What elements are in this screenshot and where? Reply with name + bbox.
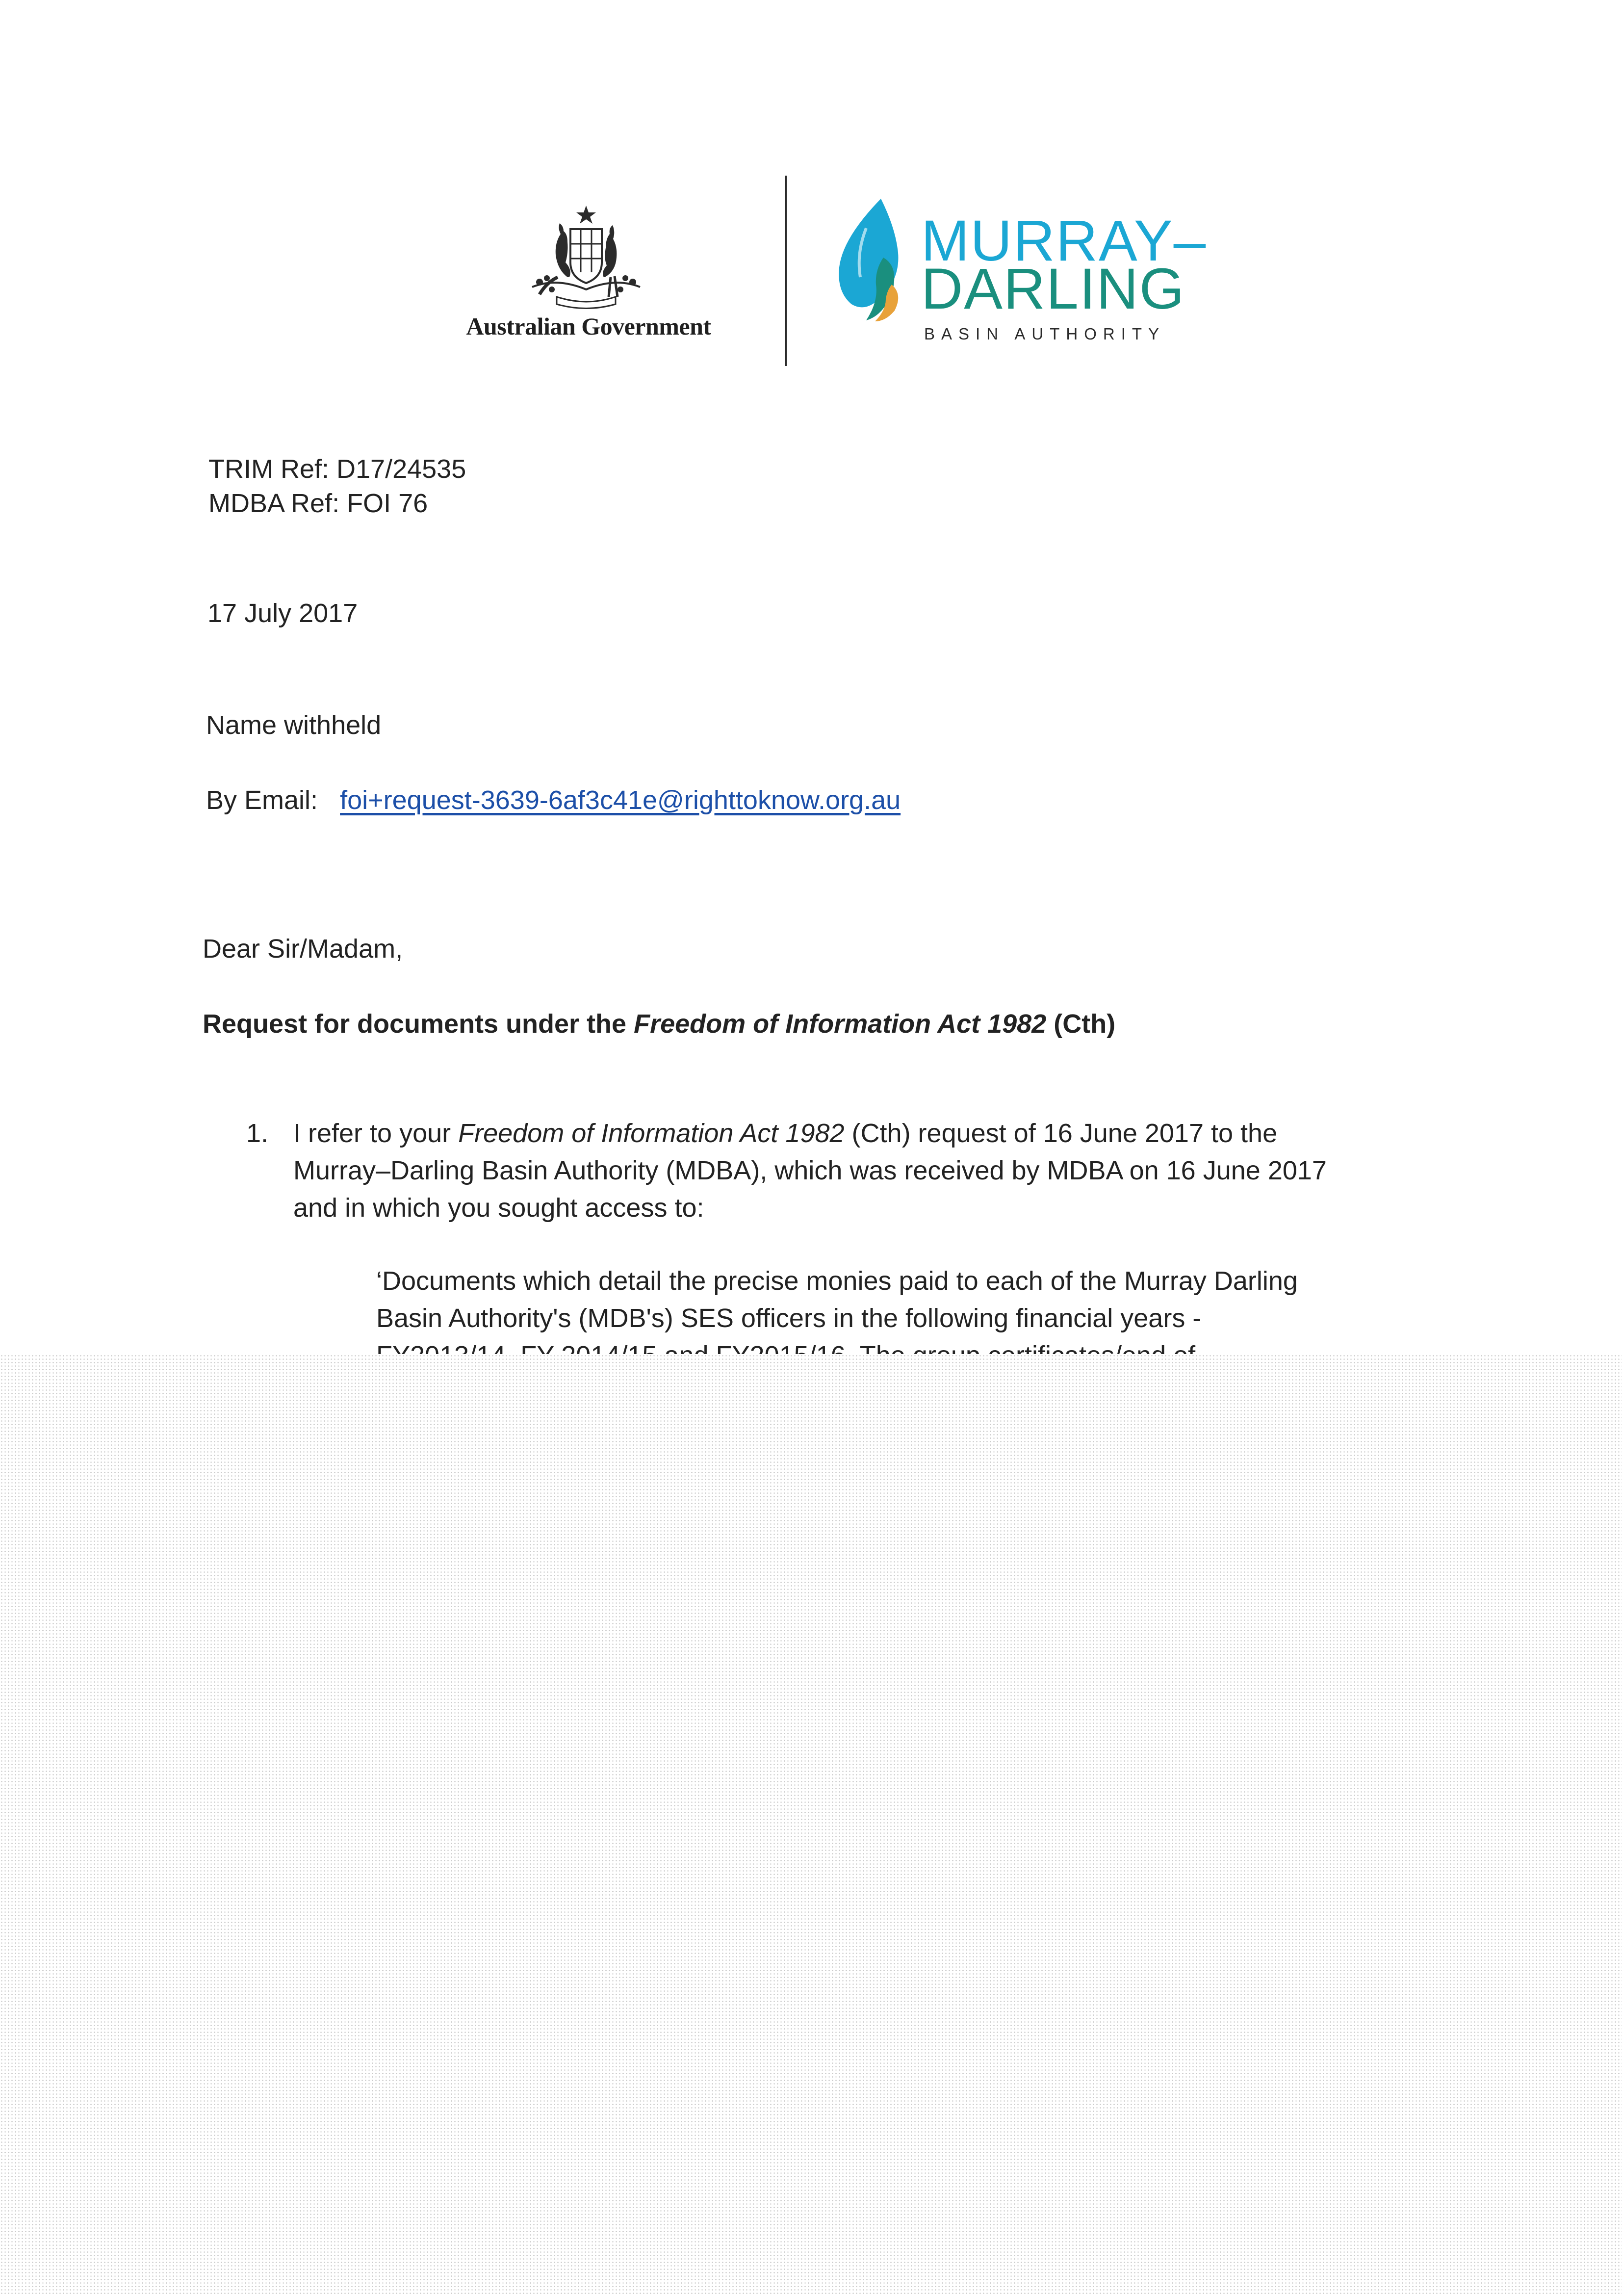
recipient-email-link[interactable]: foi+request-3639-6af3c41e@righttoknow.org.au (340, 785, 901, 815)
paragraph-1-act: Freedom of Information Act 1982 (458, 1119, 845, 1148)
subject-act: Freedom of Information Act 1982 (634, 1009, 1047, 1039)
coat-of-arms-icon (513, 204, 660, 312)
trim-reference: TRIM Ref: D17/24535 (208, 454, 466, 484)
government-name: Australian Government (466, 313, 711, 340)
paragraph-1-text-a: I refer to your (293, 1119, 459, 1148)
logo-divider (785, 176, 787, 366)
subject-suffix: (Cth) (1046, 1009, 1116, 1039)
paragraph-number: 1. (246, 1119, 269, 1148)
water-drop-icon (837, 199, 905, 321)
paragraph-1-line2: Murray–Darling Basin Authority (MDBA), which was received by MDBA on 16 June 2017 (293, 1156, 1327, 1185)
recipient-name: Name withheld (206, 710, 382, 740)
paragraph-1-line1 (293, 1115, 1421, 1152)
paragraph-1-line3: and in which you sought access to: (293, 1193, 704, 1223)
mdba-reference: MDBA Ref: FOI 76 (208, 489, 428, 518)
mdba-wordmark-line2: DARLING (921, 257, 1185, 321)
subject-prefix: Request for documents under the (203, 1009, 634, 1039)
quote-line2: Basin Authority's (MDB's) SES officers in the following financial years - (376, 1304, 1202, 1333)
mdba-wordmark-line1: MURRAY– (921, 209, 1207, 273)
mdba-wordmark-line3: BASIN AUTHORITY (924, 325, 1166, 343)
subject-line (203, 1005, 1115, 1043)
email-label: By Email: (206, 785, 318, 815)
salutation: Dear Sir/Madam, (203, 934, 403, 964)
letter-date: 17 July 2017 (207, 599, 358, 628)
scan-dotted-overlay (0, 1354, 1622, 2296)
quote-line1: ‘Documents which detail the precise monies paid to each of the Murray Darling (376, 1266, 1298, 1296)
recipient-email-line (206, 782, 901, 819)
paragraph-1 (293, 1115, 1421, 1226)
paragraph-1-text-b: (Cth) request of 16 June 2017 to the (844, 1119, 1278, 1148)
